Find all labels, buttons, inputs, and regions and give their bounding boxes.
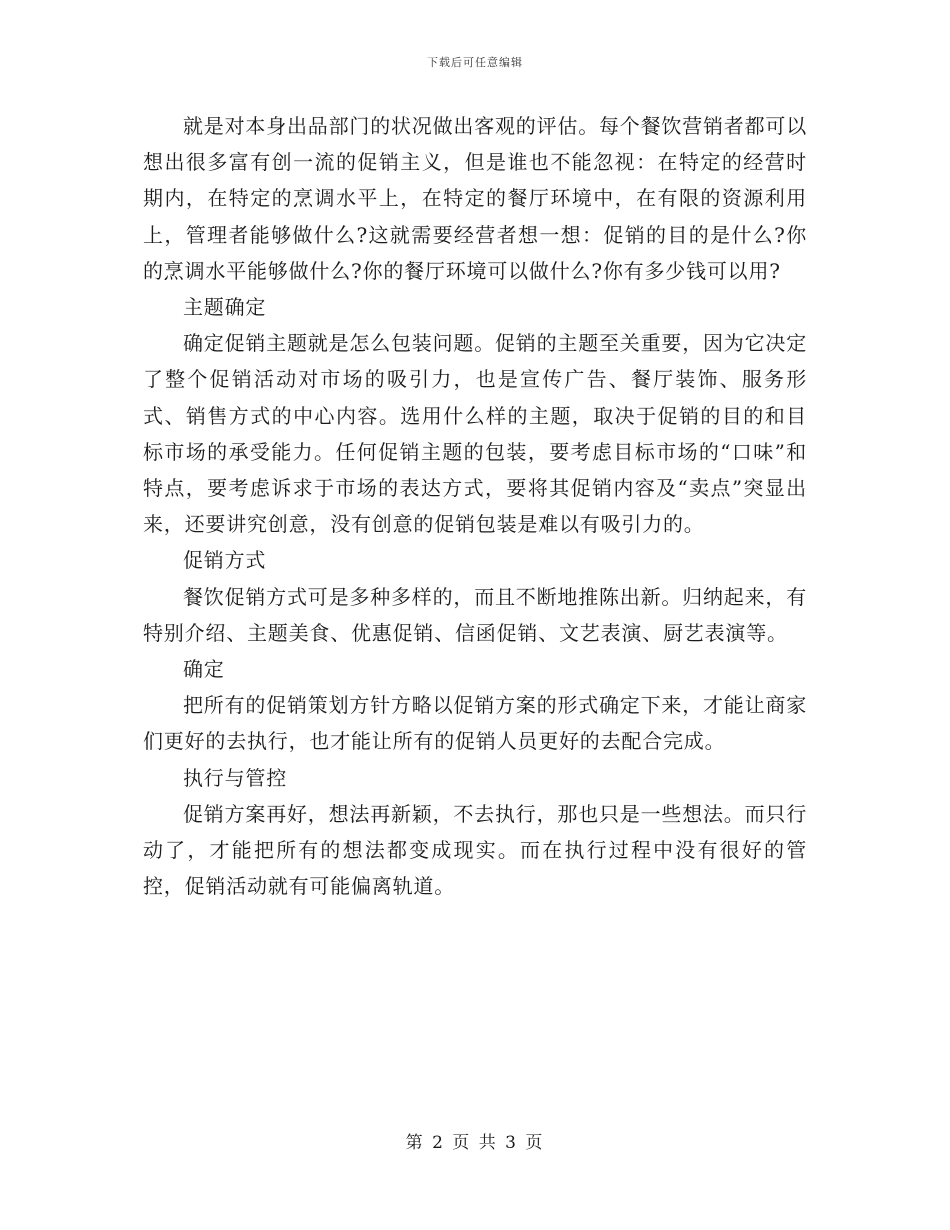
paragraph-execution: 促销方案再好，想法再新颖，不去执行，那也只是一些想法。而只行动了，才能把所有的想法都变成现实。而在执行过程中没有很好的管控，促销活动就有可能偏离轨道。 <box>143 801 807 899</box>
document-body <box>143 108 807 904</box>
heading-confirm: 确定 <box>183 657 225 682</box>
heading-theme: 主题确定 <box>183 295 267 320</box>
paragraph-theme: 确定促销主题就是怎么包装问题。促销的主题至关重要，因为它决定了整个促销活动对市场的吸引力，也是宣传广告、餐厅装饰、服务形式、销售方式的中心内容。选用什么样的主题，取决于促销的目的和目标市场的承受能力。任何促销主题的包装，要考虑目标市场的“口味”和特点，要考虑诉求于市场的表达方式，要将其促销内容及“卖点”突显出来，还要讲究创意，没有创意的促销包装是难以有吸引力的。 <box>143 331 807 537</box>
page-footer: 第 2 页 共 3 页 <box>405 1133 545 1153</box>
heading-methods: 促销方式 <box>183 548 267 573</box>
heading-execution: 执行与管控 <box>183 765 287 790</box>
page-header: 下载后可任意编辑 <box>427 56 523 69</box>
paragraph-confirm: 把所有的促销策划方针方略以促销方案的形式确定下来，才能让商家们更好的去执行，也才能让所有的促销人员更好的去配合完成。 <box>143 693 807 754</box>
paragraph-assessment: 就是对本身出品部门的状况做出客观的评估。每个餐饮营销者都可以想出很多富有创一流的促销主义，但是谁也不能忽视：在特定的经营时期内，在特定的烹调水平上，在特定的餐厅环境中，在有限的资源利用上，管理者能够做什么?这就需要经营者想一想：促销的目的是什么?你的烹调水平能够做什么?你的餐厅环境可以做什么?你有多少钱可以用? <box>143 114 807 283</box>
paragraph-methods: 餐饮促销方式可是多种多样的，而且不断地推陈出新。归纳起来，有特别介绍、主题美食、优惠促销、信函促销、文艺表演、厨艺表演等。 <box>143 584 807 645</box>
